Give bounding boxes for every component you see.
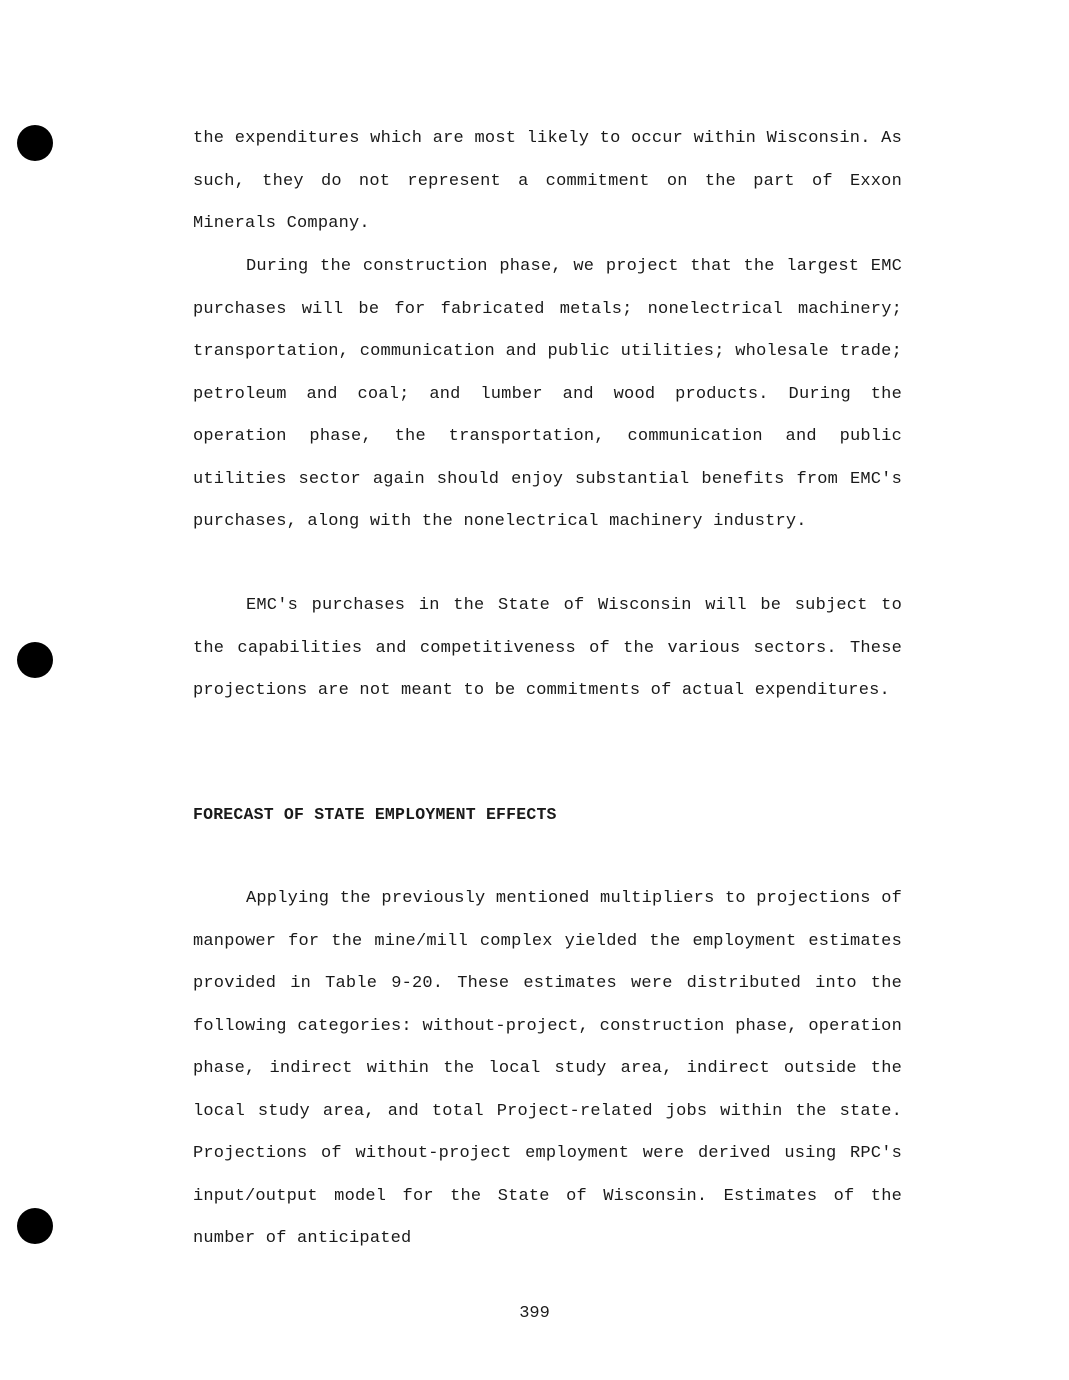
- paragraph-continuation: the expenditures which are most likely to occur within Wisconsin. As such, they do not represent a commitment on the part of Exxon Minerals Company.: [193, 129, 902, 233]
- paragraph-construction-phase: During the construction phase, we project that the largest EMC purchases will be for fabricated metals; nonelectrical machinery; transportation, communication and public utilities; wholesale trade; petroleum and coal; and lumber and wood products. During the operation phase, the transportation, communication and public utilities sector again should enjoy substantial benefits from EMC's purchases, along with the nonelectrical machinery industry.: [193, 257, 902, 531]
- binder-hole: [17, 642, 53, 678]
- binder-hole: [17, 1208, 53, 1244]
- paragraph-purchases-subject: EMC's purchases in the State of Wisconsin will be subject to the capabilities and competitiveness of the various sectors. These projections are not meant to be commitments of actual expenditures.: [193, 596, 902, 700]
- paragraph-employment-estimates: Applying the previously mentioned multipliers to projections of manpower for the mine/mill complex yielded the employment estimates provided in Table 9-20. These estimates were distributed into the following categories: without-project, construction phase, operation phase, indirect within the local study area, indirect outside the local study area, and total Project-related jobs within the state. Projections of without-project employment were derived using RPC's input/output model for the State of Wisconsin. Estimates of the number of anticipated: [193, 889, 902, 1248]
- section-heading: FORECAST OF STATE EMPLOYMENT EFFECTS: [193, 805, 557, 824]
- page-number: 399: [519, 1304, 550, 1323]
- binder-hole: [17, 125, 53, 161]
